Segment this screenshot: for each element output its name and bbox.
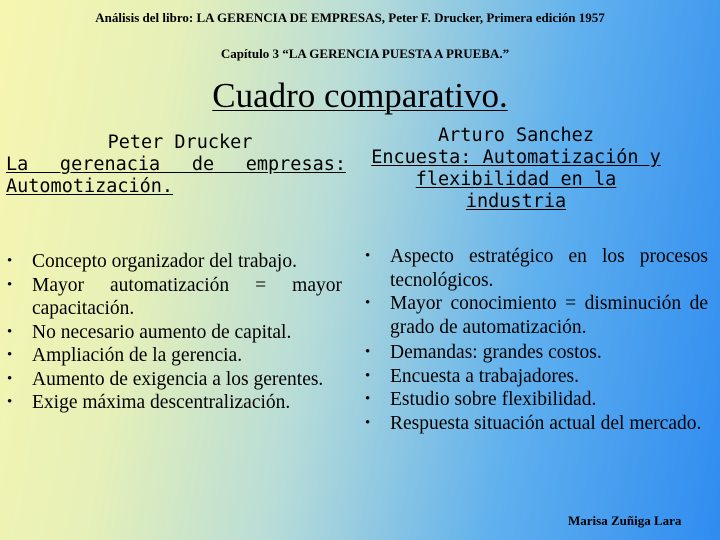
bullet-icon: • <box>7 394 13 410</box>
bullet-icon: • <box>365 414 371 431</box>
list-item: • Concepto organizador del trabajo. <box>7 251 297 272</box>
list-item: • Estudio sobre flexibilidad. <box>365 389 597 410</box>
author-signature: Marisa Zuñiga Lara <box>568 513 682 528</box>
left-author: Peter Drucker <box>107 132 253 153</box>
bullet-icon: • <box>365 367 371 384</box>
right-subtitle: Encuesta: Automatización y flexibilidad en la industria <box>371 147 661 212</box>
bullet-icon: • <box>7 323 13 340</box>
bullet-icon: • <box>7 370 13 387</box>
bullet-icon: • <box>365 248 371 264</box>
left-bullet-list <box>2 250 342 415</box>
right-column-header <box>366 125 666 213</box>
left-subtitle: La gerenacia de empresas: Automotización. <box>6 154 346 197</box>
chapter-line: Capítulo 3 “LA GERENCIA PUESTA A PRUEBA.” <box>220 46 510 61</box>
list-item: • No necesario aumento de capital. <box>7 321 292 343</box>
bullet-icon: • <box>7 276 13 293</box>
source-line: Análisis del libro: LA GERENCIA DE EMPRESAS, Peter F. Drucker, Primera edición 1957 <box>95 10 605 25</box>
bullet-icon: • <box>7 253 13 269</box>
right-author: Arturo Sanchez <box>438 125 594 146</box>
list-item: • Encuesta a trabajadores. <box>365 365 579 387</box>
page-title: Cuadro comparativo. <box>212 76 508 115</box>
left-column-header <box>4 132 346 198</box>
list-item: • Respuesta situación actual del mercado. <box>365 412 702 434</box>
list-item: • Demandas: grandes costos. <box>365 342 602 363</box>
list-item: • Aspecto estratégico en los procesos tecnológicos. <box>365 246 708 291</box>
list-item: • Exige máxima descentralización. <box>7 392 291 413</box>
bullet-icon: • <box>365 295 371 311</box>
list-item: • Mayor conocimiento = disminución de grado de automatización. <box>365 293 708 338</box>
list-item: • Ampliación de la gerencia. <box>7 345 243 366</box>
bullet-icon: • <box>7 347 13 363</box>
list-item: • Mayor automatización = mayor capacitación. <box>7 274 342 319</box>
bullet-icon: • <box>365 344 371 360</box>
list-item: • Aumento de exigencia a los gerentes. <box>7 368 324 390</box>
right-bullet-list <box>360 245 708 435</box>
bullet-icon: • <box>365 391 371 407</box>
